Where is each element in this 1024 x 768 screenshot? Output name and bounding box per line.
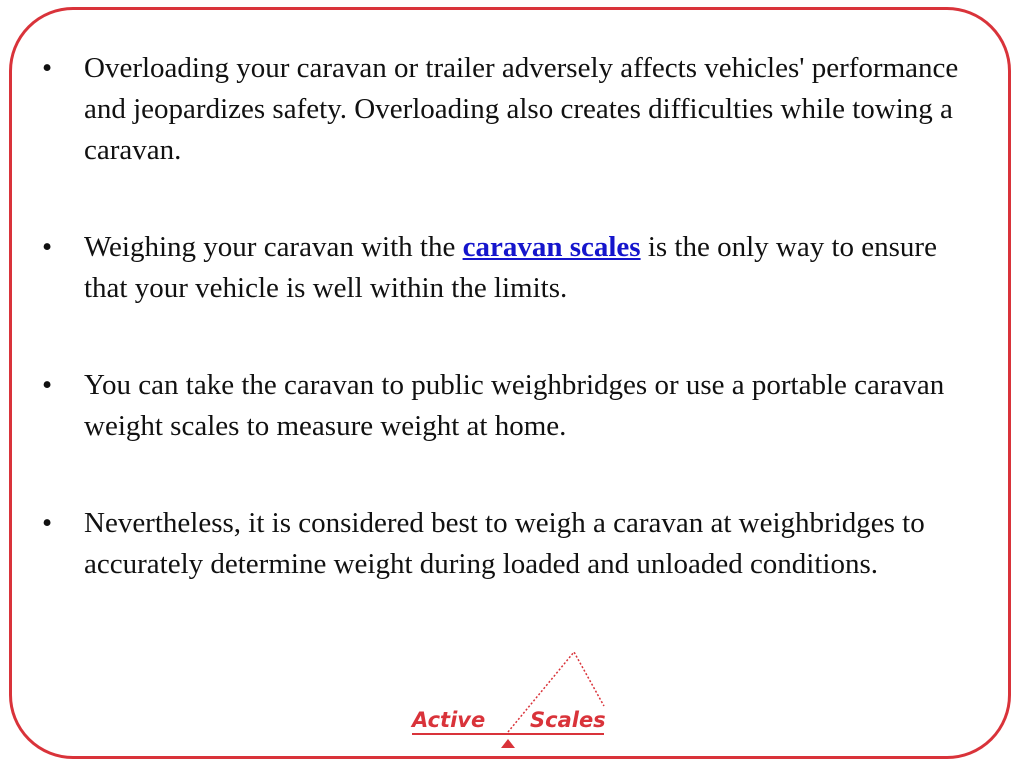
logo-word-scales: Scales	[530, 708, 606, 732]
logo-word-active: Active	[412, 708, 486, 732]
bullet-text: You can take the caravan to public weighbridges or use a portable caravan weight scales to measure weight at home.	[84, 369, 945, 442]
bullet-text-after: is the only way to ensure that your vehicle is well within the limits.	[84, 231, 937, 304]
scale-triangle-icon	[408, 648, 608, 752]
bullet-item	[40, 227, 970, 309]
bullet-text-before: Weighing your caravan with the	[84, 231, 463, 263]
bullet-text: Nevertheless, it is considered best to weigh a caravan at weighbridges to accurately determine weight during loaded and unloaded conditions.	[84, 507, 925, 580]
bullet-item	[40, 48, 970, 171]
bullet-dot: •	[42, 231, 53, 263]
bullet-text: Overloading your caravan or trailer adversely affects vehicles' performance and jeopardizes safety. Overloading also creates difficulties while towing a caravan.	[84, 52, 959, 166]
caravan-scales-link[interactable]: caravan scales	[462, 231, 641, 263]
bullet-dot: •	[42, 507, 53, 539]
bullet-item	[40, 365, 970, 447]
bullet-dot: •	[42, 52, 53, 84]
bullet-item	[40, 503, 970, 585]
active-scales-logo	[408, 648, 608, 752]
bullet-dot: •	[42, 369, 53, 401]
bullet-list	[40, 48, 970, 585]
